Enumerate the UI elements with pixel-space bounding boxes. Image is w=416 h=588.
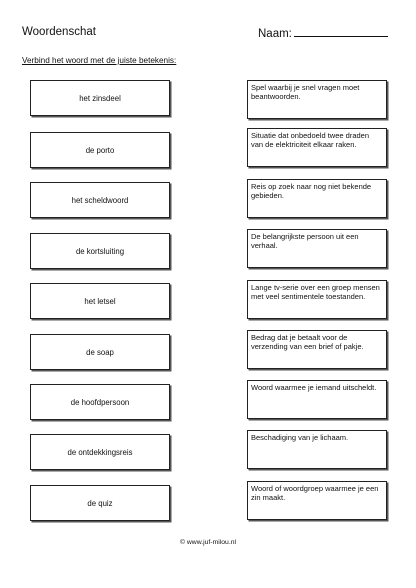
meaning-box bbox=[247, 380, 387, 419]
meaning-text: De belangrijkste persoon uit een verhaal. bbox=[251, 232, 359, 251]
meaning-text: Woord of woordgroep waarmee je een zin maakt. bbox=[251, 484, 379, 503]
meaning-box bbox=[247, 128, 387, 167]
word-label: de soap bbox=[86, 347, 114, 357]
footer-credit: © www.juf-milou.nl bbox=[180, 539, 236, 546]
word-box bbox=[30, 132, 170, 168]
meaning-text: Situatie dat onbedoeld twee draden van de elektriciteit elkaar raken. bbox=[251, 131, 370, 150]
word-label: het scheldwoord bbox=[71, 195, 129, 205]
word-box bbox=[30, 334, 170, 370]
instruction-text: Verbind het woord met de juiste betekenis: bbox=[22, 56, 177, 65]
meaning-box bbox=[247, 80, 387, 119]
word-label: de quiz bbox=[87, 498, 113, 508]
meaning-text: Woord waarmee je iemand uitscheldt. bbox=[251, 383, 377, 392]
meaning-box bbox=[247, 330, 387, 369]
word-box bbox=[30, 80, 170, 116]
meaning-box bbox=[247, 481, 387, 520]
meaning-box bbox=[247, 430, 387, 469]
word-label: de ontdekkingsreis bbox=[67, 447, 133, 457]
name-field bbox=[258, 26, 388, 40]
meaning-text: Bedrag dat je betaalt voor de verzending van een brief of pakje. bbox=[251, 333, 364, 352]
word-box bbox=[30, 485, 170, 521]
word-box bbox=[30, 233, 170, 269]
word-box bbox=[30, 434, 170, 470]
meaning-text: Reis op zoek naar nog niet bekende gebieden. bbox=[251, 182, 372, 201]
page-title: Woordenschat bbox=[22, 26, 96, 38]
meaning-text: Lange tv-serie over een groep mensen met veel sentimentele toestanden. bbox=[251, 283, 380, 302]
meaning-text: Spel waarbij je snel vragen moet beantwoorden. bbox=[251, 83, 360, 102]
word-label: de kortsluiting bbox=[75, 246, 125, 256]
meaning-text: Beschadiging van je lichaam. bbox=[251, 433, 349, 442]
word-box bbox=[30, 384, 170, 420]
meaning-box bbox=[247, 179, 387, 218]
word-box bbox=[30, 283, 170, 319]
word-label: de hoofdpersoon bbox=[70, 397, 130, 407]
meaning-box bbox=[247, 280, 387, 319]
word-label: de porto bbox=[85, 145, 115, 155]
word-box bbox=[30, 182, 170, 218]
name-label: Naam: bbox=[258, 28, 292, 40]
meaning-box bbox=[247, 229, 387, 268]
word-label: het letsel bbox=[84, 296, 116, 306]
word-label: het zinsdeel bbox=[79, 93, 121, 103]
name-blank-line bbox=[294, 26, 388, 37]
